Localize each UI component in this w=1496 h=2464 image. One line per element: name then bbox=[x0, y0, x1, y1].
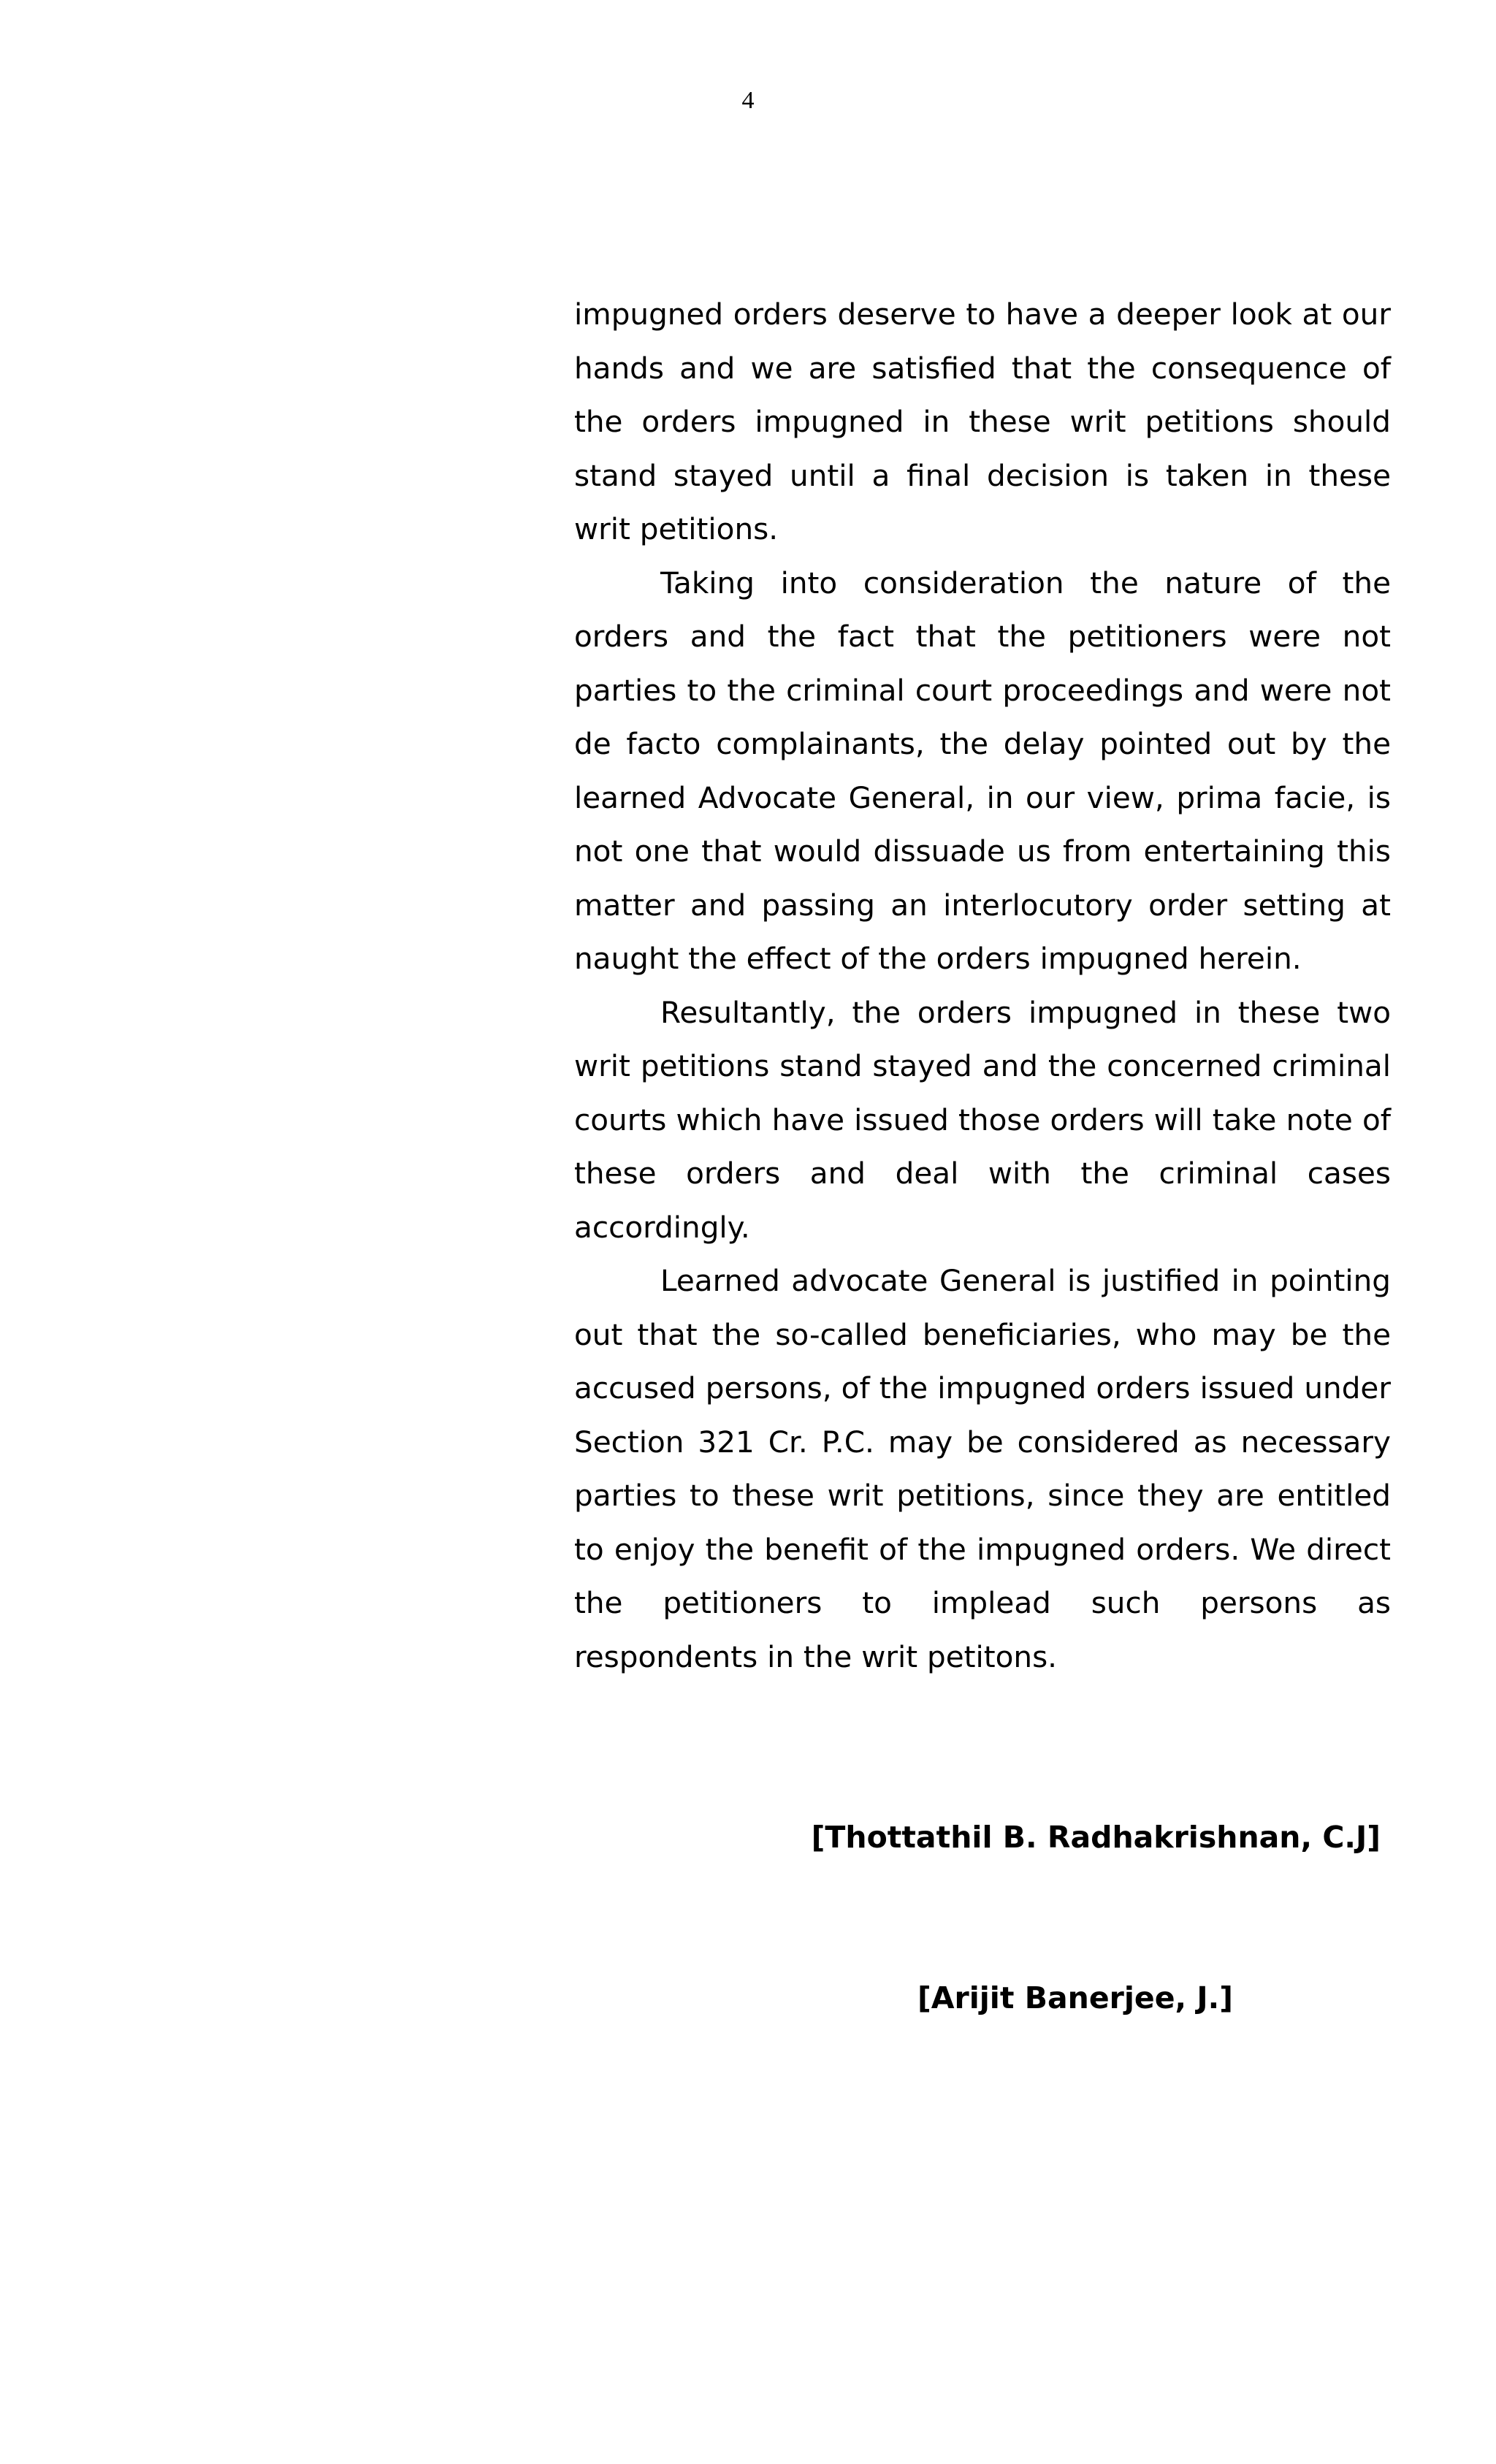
paragraph-stay-order: Resultantly, the orders impugned in these two writ petitions stand stayed and the concerned criminal courts which have issued those orders will take note of these orders and deal with the criminal cases accordingly. bbox=[574, 994, 1391, 1245]
judgment-body bbox=[574, 288, 1391, 1684]
page-number: 4 bbox=[741, 87, 755, 114]
paragraph-delay-consideration: Taking into consideration the nature of the orders and the fact that the petitioners were not parties to the criminal court proceedings and were not de facto complainants, the delay pointed out by the learned Advocate General, in our view, prima facie, is not one that would dissuade us from entertaining this matter and passing an interlocutory order setting at naught the effect of the orders impugned herein. bbox=[574, 565, 1391, 976]
signature-chief-justice: [Thottathil B. Radhakrishnan, C.J] bbox=[811, 1820, 1381, 1855]
paragraph-implead-direction: Learned advocate General is justified in pointing out that the so-called beneficiaries, who may be the accused persons, of the impugned orders issued under Section 321 Cr. P.C. may be considered as necessary parties to these writ petitions, since they are entitled to enjoy the benefit of the impugned orders. We direct the petitioners to implead such persons as respondents in the writ petitons. bbox=[574, 1263, 1391, 1674]
paragraph-continuation: impugned orders deserve to have a deeper look at our hands and we are satisfied that the consequence of the orders impugned in these writ petitions should stand stayed until a final decision is taken in these writ petitions. bbox=[574, 297, 1391, 546]
signature-justice: [Arijit Banerjee, J.] bbox=[917, 1980, 1233, 2015]
